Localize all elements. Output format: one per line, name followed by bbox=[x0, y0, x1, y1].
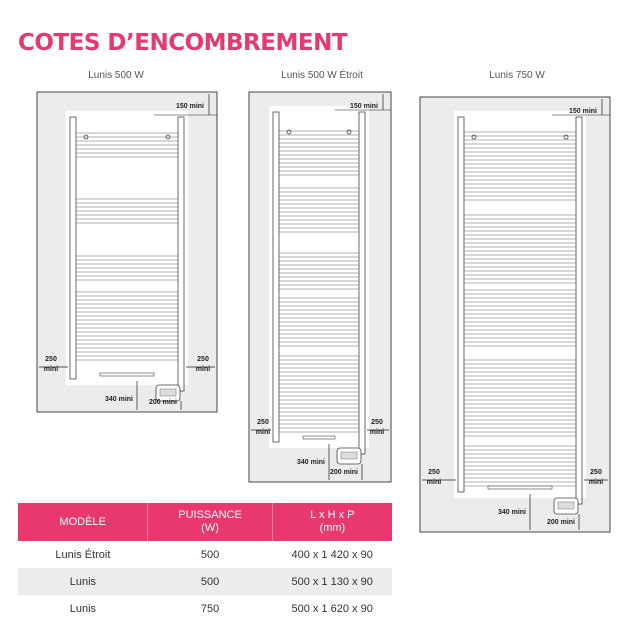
bottom-clearance-label: 340 mini bbox=[296, 459, 325, 466]
right-clearance-unit: mini bbox=[369, 429, 385, 436]
radiator-left-post bbox=[273, 112, 279, 442]
header-dimensions: L x H x P (mm) bbox=[272, 503, 392, 541]
left-clearance-value: 250 bbox=[257, 419, 269, 426]
cell-power: 500 bbox=[200, 548, 220, 561]
radiator-area bbox=[454, 111, 586, 498]
floor-clearance-label: 200 mini bbox=[148, 399, 177, 406]
cell-power: 500 bbox=[148, 568, 272, 595]
cell-dimensions: 500 x 1 620 x 90 bbox=[291, 602, 373, 615]
top-clearance-label: 150 mini bbox=[349, 103, 378, 110]
right-clearance-value: 250 bbox=[590, 469, 602, 476]
right-clearance-unit: mini bbox=[588, 479, 604, 486]
cell-model: Lunis bbox=[69, 602, 97, 615]
diagram-0 bbox=[37, 92, 217, 412]
control-display bbox=[558, 502, 574, 509]
control-display bbox=[160, 389, 176, 396]
table-row bbox=[18, 541, 392, 568]
bottom-clearance-label: 340 mini bbox=[104, 396, 133, 403]
spec-table-header bbox=[18, 503, 392, 541]
cell-model: Lunis bbox=[18, 568, 148, 595]
left-clearance-unit: mini bbox=[255, 429, 271, 436]
cell-dimensions: 500 x 1 130 x 90 bbox=[272, 568, 392, 595]
diagram-label-lunis-500: Lunis 500 W bbox=[88, 70, 144, 81]
floor-clearance-label: 200 mini bbox=[546, 519, 575, 526]
right-clearance-value: 250 bbox=[197, 356, 209, 363]
radiator-right-post bbox=[359, 112, 365, 454]
diagram-2 bbox=[420, 97, 610, 532]
cell-dimensions: 400 x 1 420 x 90 bbox=[291, 548, 373, 561]
left-clearance-unit: mini bbox=[426, 479, 442, 486]
control-display bbox=[341, 452, 357, 459]
cell-model: Lunis Étroit bbox=[55, 548, 111, 561]
spec-table bbox=[18, 503, 392, 622]
radiator-left-post bbox=[70, 117, 76, 379]
top-clearance-label: 150 mini bbox=[568, 108, 597, 115]
diagram-label-lunis-500-etroit: Lunis 500 W Étroit bbox=[281, 70, 363, 81]
table-row bbox=[18, 568, 392, 595]
table-row bbox=[18, 595, 392, 622]
diagram-1 bbox=[249, 92, 391, 482]
radiator-bottom-bar bbox=[303, 436, 335, 439]
header-power: PUISSANCE (W) bbox=[148, 503, 272, 541]
top-clearance-label: 150 mini bbox=[175, 103, 204, 110]
left-clearance-value: 250 bbox=[45, 356, 57, 363]
diagram-label-lunis-750: Lunis 750 W bbox=[489, 70, 545, 81]
radiator-bottom-bar bbox=[100, 373, 154, 376]
header-model: MODÈLE bbox=[18, 503, 148, 541]
cell-power: 750 bbox=[200, 602, 220, 615]
radiator-right-post bbox=[178, 117, 184, 391]
left-clearance-unit: mini bbox=[43, 366, 59, 373]
right-clearance-unit: mini bbox=[195, 366, 211, 373]
radiator-bottom-bar bbox=[488, 486, 552, 489]
radiator-right-post bbox=[576, 117, 582, 504]
floor-clearance-label: 200 mini bbox=[329, 469, 358, 476]
page-title: COTES D’ENCOMBREMENT bbox=[18, 30, 348, 56]
bottom-clearance-label: 340 mini bbox=[497, 509, 526, 516]
right-clearance-value: 250 bbox=[371, 419, 383, 426]
left-clearance-value: 250 bbox=[428, 469, 440, 476]
radiator-left-post bbox=[458, 117, 464, 492]
